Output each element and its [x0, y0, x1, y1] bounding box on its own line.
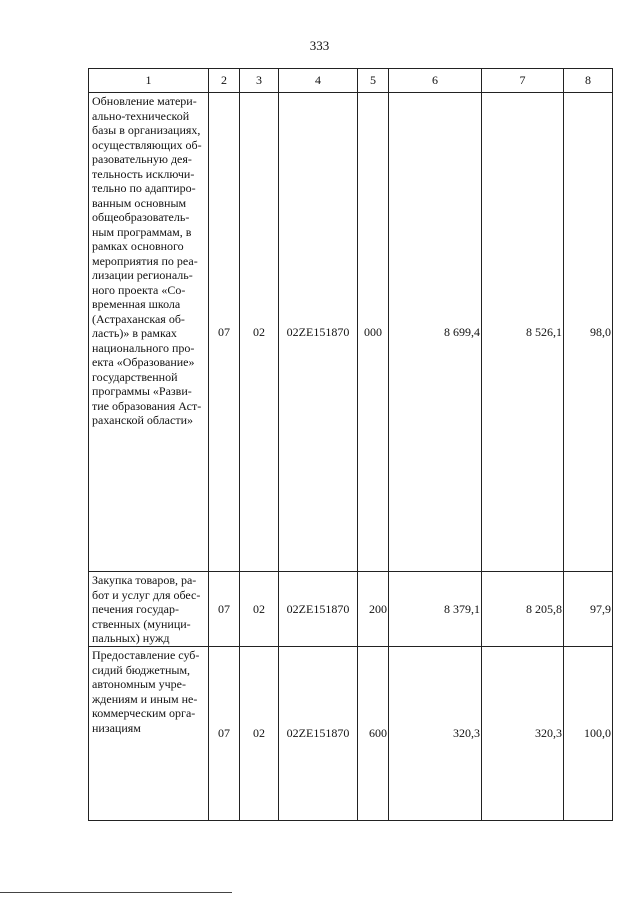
header-col-1: 1: [89, 69, 209, 93]
header-col-2: 2: [209, 69, 240, 93]
execution-percent: 100,0: [564, 647, 613, 821]
footer-divider: [0, 892, 232, 893]
target-article-code: 02ZE151870: [279, 93, 358, 572]
section-code: 07: [209, 572, 240, 647]
expense-type-code: 600: [358, 647, 389, 821]
subsection-code: 02: [240, 572, 279, 647]
row-description: Закупка товаров, ра- бот и услуг для обес- печения государ- ственных (муници- пальных) нужд: [89, 572, 209, 647]
execution-percent: 98,0: [564, 93, 613, 572]
header-col-4: 4: [279, 69, 358, 93]
table-header-row: [89, 69, 613, 93]
table-row: [89, 93, 613, 572]
section-code: 07: [209, 647, 240, 821]
header-col-6: 6: [389, 69, 482, 93]
row-description: Предоставление суб- сидий бюджетным, автономным учре- ждениям и иным не- коммерческим орга- низациям: [89, 647, 209, 821]
section-code: 07: [209, 93, 240, 572]
planned-amount: 8 379,1: [389, 572, 482, 647]
page-number: 333: [309, 38, 330, 53]
subsection-code: 02: [240, 647, 279, 821]
executed-amount: 8 205,8: [482, 572, 564, 647]
execution-percent: 97,9: [564, 572, 613, 647]
header-col-7: 7: [482, 69, 564, 93]
planned-amount: 320,3: [389, 647, 482, 821]
table-row: [89, 572, 613, 647]
expense-type-code: 000: [358, 93, 389, 572]
subsection-code: 02: [240, 93, 279, 572]
table-row: [89, 647, 613, 821]
executed-amount: 8 526,1: [482, 93, 564, 572]
expense-type-code: 200: [358, 572, 389, 647]
planned-amount: 8 699,4: [389, 93, 482, 572]
header-col-8: 8: [564, 69, 613, 93]
header-col-3: 3: [240, 69, 279, 93]
header-col-5: 5: [358, 69, 389, 93]
row-description: Обновление матери- ально-технической базы в организациях, осуществляющих об- разовательную дея- тельность исключи- тельно по адаптиро- ванным основным общеобразователь- ным программам, в рамках основного мероприятия по реа- лизации региональ- ного проекта «Со- временная школа (Астраханская об- ласть)» в рамках национального про- екта «Образование» государственной программы «Разви- тие образования Аст- раханской области»: [89, 93, 209, 572]
target-article-code: 02ZE151870: [279, 647, 358, 821]
budget-table: [88, 68, 613, 821]
executed-amount: 320,3: [482, 647, 564, 821]
target-article-code: 02ZE151870: [279, 572, 358, 647]
